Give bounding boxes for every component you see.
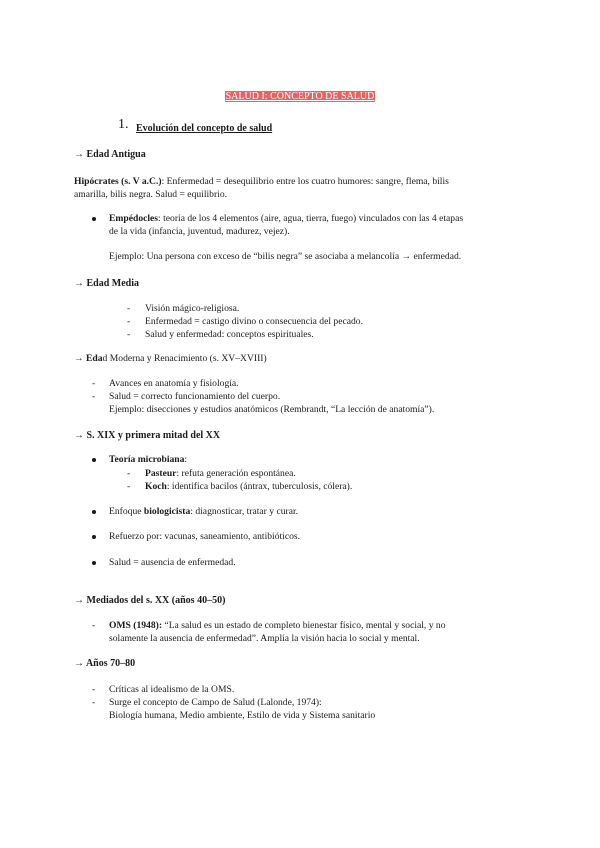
bullet-icon (92, 561, 96, 565)
arrow-icon: → (74, 353, 86, 364)
list-item: Salud y enfermedad: conceptos espirituales. (145, 329, 314, 340)
hipocrates-line1: : Enfermedad = desequilibrio entre los cuatro humores: sangre, flema, bilis (161, 176, 449, 187)
ejemplo-antigua: Ejemplo: Una persona con exceso de “bilis negra” se asociaba a melancolía → enfermedad. (109, 251, 462, 262)
teoria-colon: : (184, 454, 188, 465)
refuerzo-item: Refuerzo por: vacunas, saneamiento, antibióticos. (109, 531, 301, 542)
dash-icon: - (127, 481, 131, 492)
mediados-heading: → Mediados del s. XX (años 40–50) (74, 595, 226, 606)
dash-icon: - (127, 303, 131, 314)
dash-icon: - (92, 684, 96, 695)
campo-salud-subline: Biología humana, Medio ambiente, Estilo de vida y Sistema sanitario (109, 710, 376, 721)
anos-70-heading: → Años 70–80 (74, 658, 136, 669)
dash-icon: - (127, 468, 131, 479)
koch-label: Koch (145, 481, 167, 492)
empedocles-paragraph (109, 212, 463, 225)
oms-label: OMS (1948): (109, 620, 163, 631)
oms-item (109, 619, 446, 632)
bullet-icon (92, 217, 96, 221)
list-item: Salud = correcto funcionamiento del cuerpo. (109, 391, 281, 402)
moderna-heading-bold: Eda (86, 353, 103, 364)
dash-icon: - (92, 697, 96, 708)
bullet-icon (92, 510, 96, 514)
section-heading-text: Evolución del concepto de salud (136, 123, 273, 134)
list-item: Avances en anatomía y fisiología. (109, 378, 239, 389)
bullet-icon (92, 535, 96, 539)
siglo-xix-heading: → S. XIX y primera mitad del XX (74, 430, 221, 441)
dash-icon: - (92, 620, 96, 631)
hipocrates-paragraph (74, 175, 449, 188)
edad-media-heading: → Edad Media (74, 278, 140, 289)
bullet-icon (92, 458, 96, 462)
list-item: Surge el concepto de Campo de Salud (Lalonde, 1974): (109, 697, 322, 708)
list-item: Críticas al idealismo de la OMS. (109, 684, 235, 695)
pasteur-label: Pasteur (145, 468, 177, 479)
teoria-microbiana (109, 453, 187, 466)
dash-icon: - (127, 329, 131, 340)
dash-icon: - (92, 391, 96, 402)
oms-line2: solamente la ausencia de enfermedad”. Amplía la visión hacia lo social y mental. (109, 633, 420, 644)
empedocles-line2: de la vida (infancia, juventud, madurez, vejez). (109, 226, 290, 237)
koch-text: : identifica bacilos (ántrax, tuberculosis, cólera). (166, 481, 353, 492)
list-item: Visión mágico-religiosa. (145, 303, 240, 314)
moderna-heading-rest: d Moderna y Renacimiento (s. XV–XVIII) (102, 353, 267, 364)
pasteur-text: : refuta generación espontánea. (176, 468, 296, 479)
edad-antigua-heading: → Edad Antigua (74, 149, 146, 160)
teoria-label: Teoría microbiana (109, 454, 185, 465)
empedocles-label: Empédocles (109, 213, 159, 224)
enfoque-post: : diagnosticar, tratar y curar. (190, 506, 299, 517)
moderna-heading (74, 352, 267, 365)
document-title-text: SALUD I: CONCEPTO DE SALUD (225, 91, 375, 102)
enfoque-item (109, 505, 298, 518)
koch-item (145, 480, 352, 493)
empedocles-line1: : teoría de los 4 elementos (aire, agua, tierra, fuego) vinculados con las 4 etapas (158, 213, 464, 224)
enfoque-bold: biologicista (143, 506, 191, 517)
section-number: 1. (118, 117, 129, 132)
document-title (0, 90, 600, 103)
enfoque-pre: Enfoque (109, 506, 144, 517)
dash-icon: - (127, 316, 131, 327)
oms-line1: “La salud es un estado de completo bienestar físico, mental y social, y no (162, 620, 446, 631)
hipocrates-line2: amarilla, bilis negra. Salud = equilibrio. (74, 189, 228, 200)
hipocrates-label: Hipócrates (s. V a.C.) (74, 176, 162, 187)
ejemplo-moderna: Ejemplo: disecciones y estudios anatómicos (Rembrandt, “La lección de anatomía”). (109, 404, 435, 415)
list-item: Enfermedad = castigo divino o consecuencia del pecado. (145, 316, 363, 327)
salud-item: Salud = ausencia de enfermedad. (109, 557, 236, 568)
section-heading (118, 118, 129, 132)
dash-icon: - (92, 378, 96, 389)
pasteur-item (145, 467, 296, 480)
